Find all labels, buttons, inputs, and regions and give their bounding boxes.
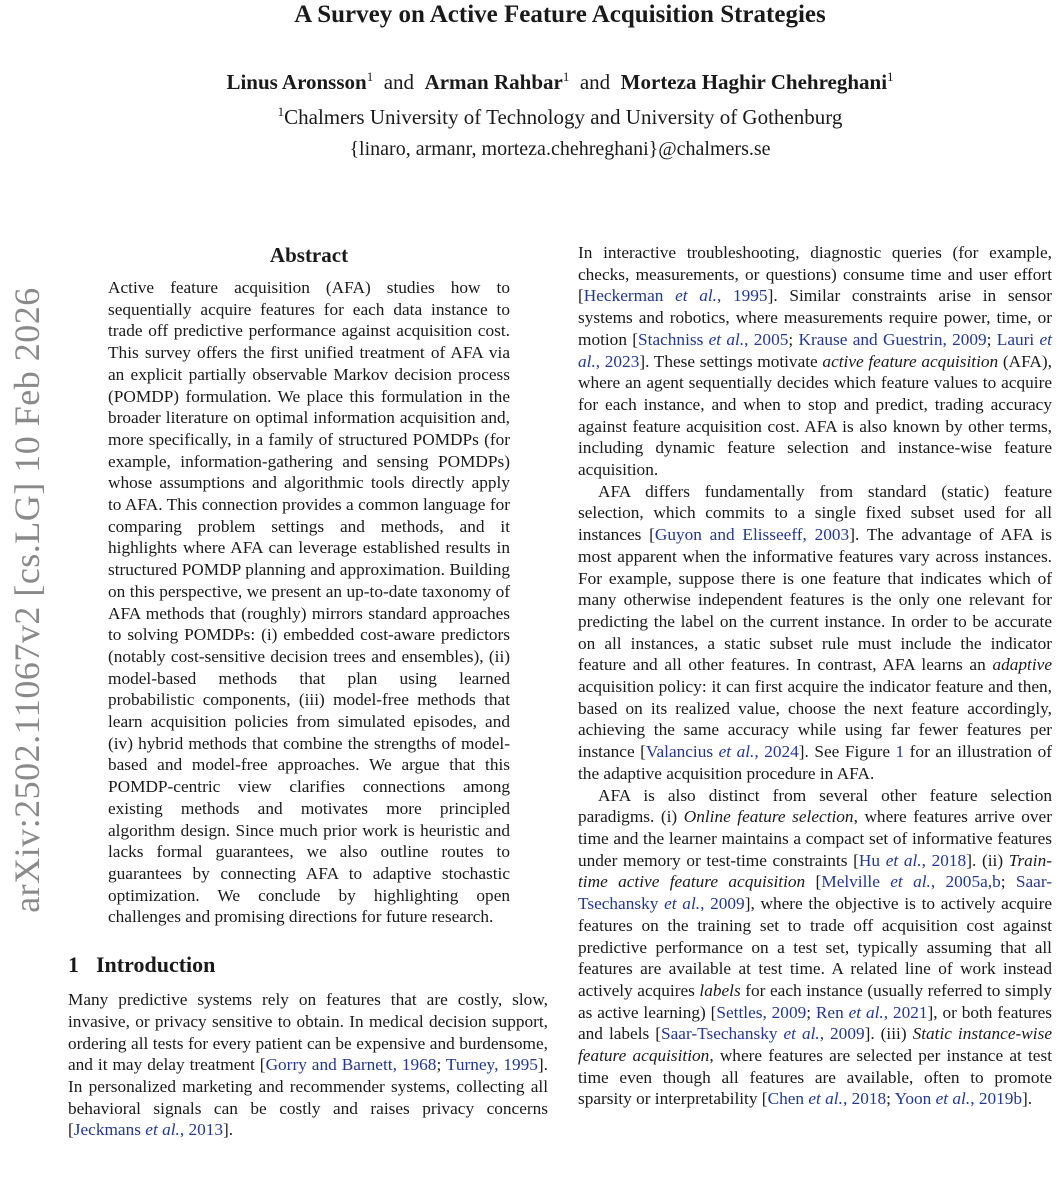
citation-link[interactable]: Chen [767, 1089, 809, 1109]
section-heading-introduction [68, 952, 548, 978]
citation-link[interactable]: Valancius [645, 742, 719, 762]
text-run: AFA is also distinct from several other feature selection paradigms. (i) [578, 785, 1052, 827]
citation-link[interactable]: Saar-Tsechansky [661, 1024, 784, 1044]
citation-link[interactable]: et al. [808, 1089, 843, 1109]
italic-text: Static instance-wise feature acquisition [578, 1024, 1052, 1066]
citation-link[interactable]: et al. [718, 742, 755, 762]
text-run: , where features arrive over time and the learner maintains a compact set of informative features under memory or test-time constraints [ [578, 807, 1052, 870]
citation-link[interactable]: , 2005 [744, 329, 789, 349]
arxiv-watermark: arXiv:2502.11067v2 [cs.LG] 10 Feb 2026 [7, 287, 47, 913]
text-run: acquisition policy: it can first acquire the indicator feature and then, based on its realized value, choose the next feature accordingly, achieving the same accuracy while using far fewer features per instance [ [578, 677, 1052, 762]
citation-link[interactable]: Gorry and Barnett, 1968 [265, 1055, 437, 1075]
citation-link[interactable]: , 1995 [717, 286, 768, 306]
text-run: ]. [1022, 1089, 1033, 1109]
citation-link[interactable]: Jeckmans [73, 1120, 146, 1140]
citation-link[interactable]: et al. [935, 1089, 971, 1109]
citation-link[interactable]: et al. [885, 850, 922, 870]
citation-link[interactable]: et al. [708, 329, 745, 349]
section-title: Introduction [96, 952, 216, 978]
text-run: and [569, 70, 621, 94]
bold-text: Morteza Haghir Chehreghani [620, 70, 888, 94]
text-run: and [373, 70, 425, 94]
paper-title: A Survey on Active Feature Acquisition Strategies [294, 1, 826, 28]
section-number: 1 [68, 952, 79, 978]
citation-link[interactable]: et al. [145, 1120, 180, 1140]
citation-link[interactable]: Yoon [894, 1089, 936, 1109]
text-run: ; [806, 1002, 816, 1022]
text-run: ]. (ii) [966, 850, 1009, 870]
bold-text: Linus Aronsson [226, 70, 367, 94]
citation-link[interactable]: et al. [848, 1002, 884, 1022]
citation-link[interactable]: , 2021 [883, 1002, 928, 1022]
citation-link[interactable]: Melville [821, 872, 891, 892]
abstract-heading: Abstract [269, 243, 349, 267]
citation-link[interactable]: , 2018 [921, 850, 967, 870]
text-run: ], where the objective is to actively acquire features on the training set to trade off acquisition cost against predictive performance on a test set, typically assuming that all features are available at test time. A related line of work instead actively acquires [578, 894, 1053, 1000]
text-run: ; [788, 329, 799, 349]
text-run: ]. Similar constraints arise in sensor systems and robotics, where measurements require power, time, or motion [ [578, 286, 1053, 349]
text-run: ; [986, 329, 997, 349]
text-run: ]. [223, 1120, 234, 1140]
superscript-marker: 1 [277, 104, 285, 119]
citation-link[interactable]: , 2024 [754, 742, 799, 762]
citation-link[interactable]: Hu [858, 850, 886, 870]
italic-text: active feature acquisition [822, 351, 999, 371]
citation-link[interactable]: Settles, 2009 [716, 1002, 807, 1022]
citation-link[interactable]: et al. [890, 872, 931, 892]
text-run: Many predictive systems rely on features that are costly, slow, invasive, or privacy sensitive to obtain. In medical decision support, ordering all tests for every patient can be expensive and burdensome, and it may delay treatment [ [68, 990, 548, 1075]
left-column [68, 242, 548, 1141]
intro-paragraph-1 [68, 989, 548, 1141]
italic-text: Train-time active feature acquisition [578, 850, 1053, 892]
citation-link[interactable]: , 2023 [595, 351, 640, 371]
superscript-marker: 1 [887, 69, 894, 84]
text-run: for each instance (usually referred to simply as active learning) [ [578, 980, 1052, 1022]
text-run: [ [805, 872, 822, 892]
text-run: AFA differs fundamentally from standard (static) feature selection, which commits to a single fixed subset used for all instances [ [578, 481, 1052, 545]
text-run: ; [1000, 872, 1016, 892]
citation-link[interactable]: , 2019b [970, 1089, 1023, 1109]
email-line: {linaro, armanr, morteza.chehreghani}@chalmers.se [349, 138, 771, 160]
citation-link[interactable]: Stachniss [638, 329, 709, 349]
abstract-text: Active feature acquisition (AFA) studies how to sequentially acquire features for each data instance to trade off predictive performance against acquisition cost. This survey offers the first unified treatment of AFA via an explicit partially observable Markov decision process (POMDP) formulation. We place this formulation in the broader literature on optimal information acquisition and, more specifically, in a family of structured POMDPs (for example, information-gathering and sensing POMDPs) whose assumptions and algorithmic tools directly apply to AFA. This connection provides a common language for comparing problem settings and methods, and it highlights where AFA can leverage established results in structured POMDP planning and approximation. Building on this perspective, we present an up-to-date taxonomy of AFA methods that (roughly) mirrors standard approaches to solving POMDPs: (i) embedded cost-aware predictors (notably cost-sensitive decision trees and ensembles), (ii) model-based methods that plan using learned probabilistic components, (iii) model-free methods that learn acquisition policies from simulated episodes, and (iv) hybrid methods that combine the strengths of model-based and model-free approaches. We argue that this POMDP-centric view clarifies connections among existing methods and motivates more principled algorithm design. Since much prior work is heuristic and lacks formal guarantees, we also outline routes to guarantees by connecting AFA to adaptive stochastic optimization. We conclude by highlighting open challenges and promising directions for future research. [108, 278, 510, 927]
text-run: for an illustration of the adaptive acquisition procedure in AFA. [578, 742, 1052, 783]
citation-link[interactable]: , 2009 [819, 1024, 865, 1044]
text-run: ; [886, 1089, 895, 1109]
citation-link[interactable]: , 2018 [842, 1089, 887, 1109]
text-run: ]. The advantage of AFA is most apparent when the informative features vary across instances. For example, suppose there is one feature that indicates which of many otherwise independent features is the only one relevant for predicting the label on the current instance. In order to be accurate on all instances, a static subset rule must include the indicator feature and all other features. In contrast, AFA learns an [578, 525, 1053, 675]
text-run: ]. See Figure [798, 742, 896, 762]
citation-link[interactable]: , 2005a,b [930, 872, 1001, 892]
text-run: ; [436, 1055, 446, 1075]
author-line [68, 70, 1052, 95]
italic-text: labels [699, 980, 741, 1000]
citation-link[interactable]: Turney, 1995 [445, 1055, 538, 1075]
text-run: ], or both features and labels [ [578, 1002, 1052, 1044]
text-run: ]. In personalized marketing and recommender systems, collecting all behavioral signals can be costly and raises privacy concerns [ [68, 1055, 548, 1140]
intro-paragraph-2 [578, 242, 1052, 481]
text-run: , where features are selected per instance at test time even though all features are available, often to promote sparsity or interpretability [ [578, 1046, 1052, 1109]
citation-link[interactable]: Ren [815, 1002, 849, 1022]
citation-link[interactable]: Heckerman [583, 286, 676, 306]
text-run: Chalmers University of Technology and University of Gothenburg [284, 105, 843, 129]
text-run: ]. (iii) [864, 1024, 913, 1044]
intro-paragraph-4 [578, 785, 1052, 1111]
text-run: (AFA), where an agent sequentially decides which feature values to acquire for each instance, and when to stop and predict, trading accuracy against feature acquisition cost. AFA is also known by other terms, including dynamic feature selection and instance-wise feature acquisition. [578, 351, 1052, 480]
citation-link[interactable]: , 2009 [700, 894, 745, 914]
text-run: In interactive troubleshooting, diagnostic queries (for example, checks, measurements, or questions) consume time and user effort [ [578, 243, 1052, 306]
citation-link[interactable]: et al. [675, 286, 718, 306]
citation-link[interactable]: , 2013 [179, 1120, 224, 1140]
citation-link[interactable]: et al. [664, 894, 701, 914]
bold-text: Arman Rahbar [424, 70, 563, 94]
citation-link[interactable]: Lauri [996, 329, 1040, 349]
citation-link[interactable]: et al. [578, 329, 1052, 371]
right-column [578, 242, 1052, 1110]
italic-text: adaptive [992, 655, 1052, 675]
italic-text: Online feature selection [683, 807, 854, 827]
text-run: ]. These settings motivate [639, 351, 823, 371]
citation-link[interactable]: et al. [783, 1024, 820, 1044]
intro-paragraph-3 [578, 481, 1052, 785]
citation-link[interactable]: Krause and Guestrin, 2009 [798, 329, 987, 349]
superscript-marker: 1 [366, 69, 374, 84]
citation-link[interactable]: 1 [895, 742, 905, 762]
superscript-marker: 1 [562, 69, 570, 84]
citation-link[interactable]: Saar-Tsechansky [578, 872, 1053, 914]
affiliation-line [68, 105, 1052, 130]
citation-link[interactable]: Guyon and Elisseeff, 2003 [654, 525, 850, 545]
